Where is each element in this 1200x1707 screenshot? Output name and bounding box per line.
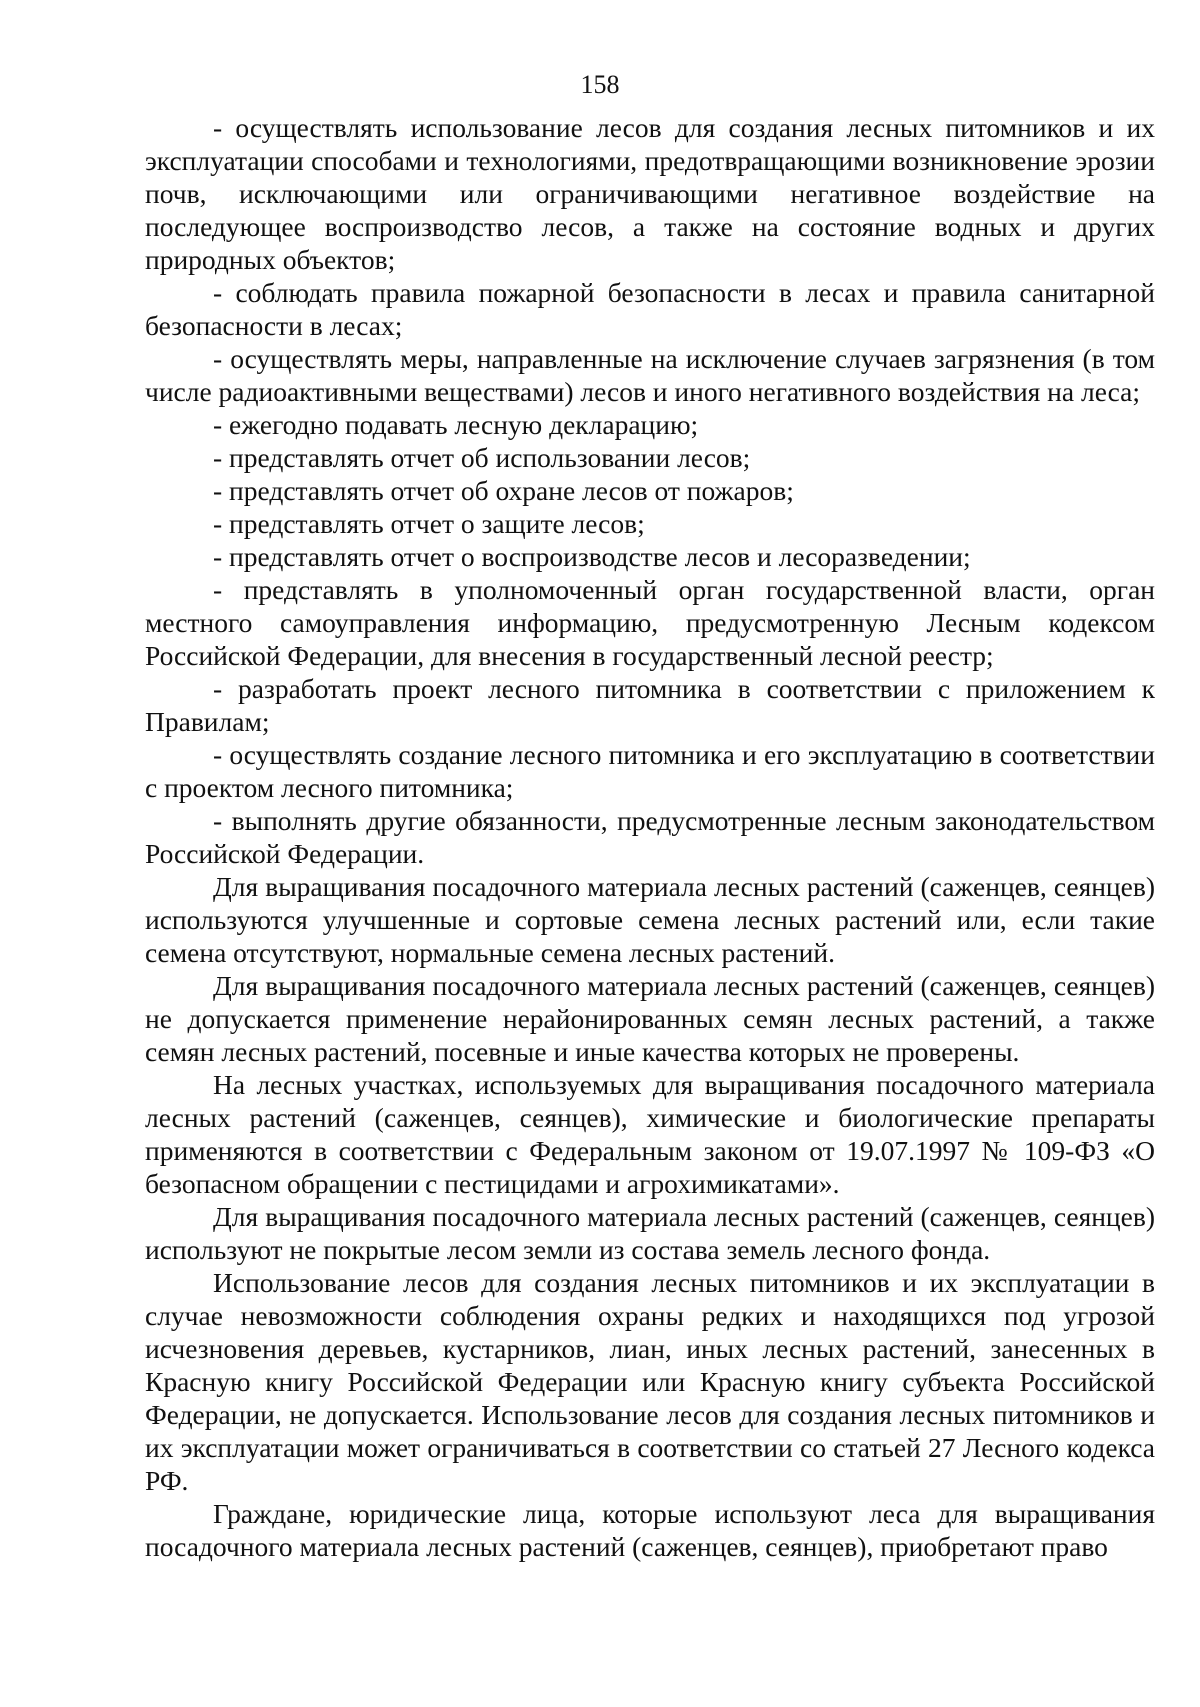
paragraph: - осуществлять использование лесов для создания лесных питомников и их эксплуатации способами и технологиями, предотвращающими возникновение эрозии почв, исключающими или ограничивающими негативное воздействие на последующее воспроизводство лесов, а также на состояние водных и других природных объектов;	[145, 112, 1155, 275]
paragraph: - соблюдать правила пожарной безопасности в лесах и правила санитарной безопасности в лесах;	[145, 277, 1155, 341]
paragraph: - представлять в уполномоченный орган государственной власти, орган местного самоуправления информацию, предусмотренную Лесным кодексом Российской Федерации, для внесения в государственный лесной реестр;	[145, 574, 1155, 671]
paragraph: - осуществлять создание лесного питомника и его эксплуатацию в соответствии с проектом лесного питомника;	[145, 739, 1155, 803]
paragraph: - представлять отчет об использовании лесов;	[213, 442, 751, 473]
paragraph: Для выращивания посадочного материала лесных растений (саженцев, сеянцев) используют не покрытые лесом земли из состава земель лесного фонда.	[145, 1201, 1155, 1265]
paragraph: - представлять отчет о воспроизводстве лесов и лесоразведении;	[213, 541, 971, 572]
document-body	[145, 111, 1155, 1563]
paragraph: - выполнять другие обязанности, предусмотренные лесным законодательством Российской Федерации.	[145, 805, 1155, 869]
paragraph: - осуществлять меры, направленные на исключение случаев загрязнения (в том числе радиоактивными веществами) лесов и иного негативного воздействия на леса;	[145, 343, 1155, 407]
paragraph: Для выращивания посадочного материала лесных растений (саженцев, сеянцев) используются улучшенные и сортовые семена лесных растений или, если такие семена отсутствуют, нормальные семена лесных растений.	[145, 871, 1155, 968]
page-number: 158	[580, 70, 620, 99]
paragraph: - представлять отчет о защите лесов;	[213, 508, 645, 539]
paragraph: Для выращивания посадочного материала лесных растений (саженцев, сеянцев) не допускается применение нерайонированных семян лесных растений, а также семян лесных растений, посевные и иные качества которых не проверены.	[145, 970, 1155, 1067]
paragraph: На лесных участках, используемых для выращивания посадочного материала лесных растений (саженцев, сеянцев), химические и биологические препараты применяются в соответствии с Федеральным законом от 19.07.1997 № 109-ФЗ «О безопасном обращении с пестицидами и агрохимикатами».	[145, 1069, 1155, 1199]
paragraph: Использование лесов для создания лесных питомников и их эксплуатации в случае невозможности соблюдения охраны редких и находящихся под угрозой исчезновения деревьев, кустарников, лиан, иных лесных растений, занесенных в Красную книгу Российской Федерации или Красную книгу субъекта Российской Федерации, не допускается. Использование лесов для создания лесных питомников и их эксплуатации может ограничиваться в соответствии со статьей 27 Лесного кодекса РФ.	[145, 1267, 1155, 1496]
paragraph: Граждане, юридические лица, которые используют леса для выращивания посадочного материала лесных растений (саженцев, сеянцев), приобретают право	[145, 1498, 1155, 1562]
paragraph: - представлять отчет об охране лесов от пожаров;	[213, 475, 794, 506]
paragraph: - ежегодно подавать лесную декларацию;	[213, 409, 699, 440]
paragraph: - разработать проект лесного питомника в соответствии с приложением к Правилам;	[145, 673, 1155, 737]
